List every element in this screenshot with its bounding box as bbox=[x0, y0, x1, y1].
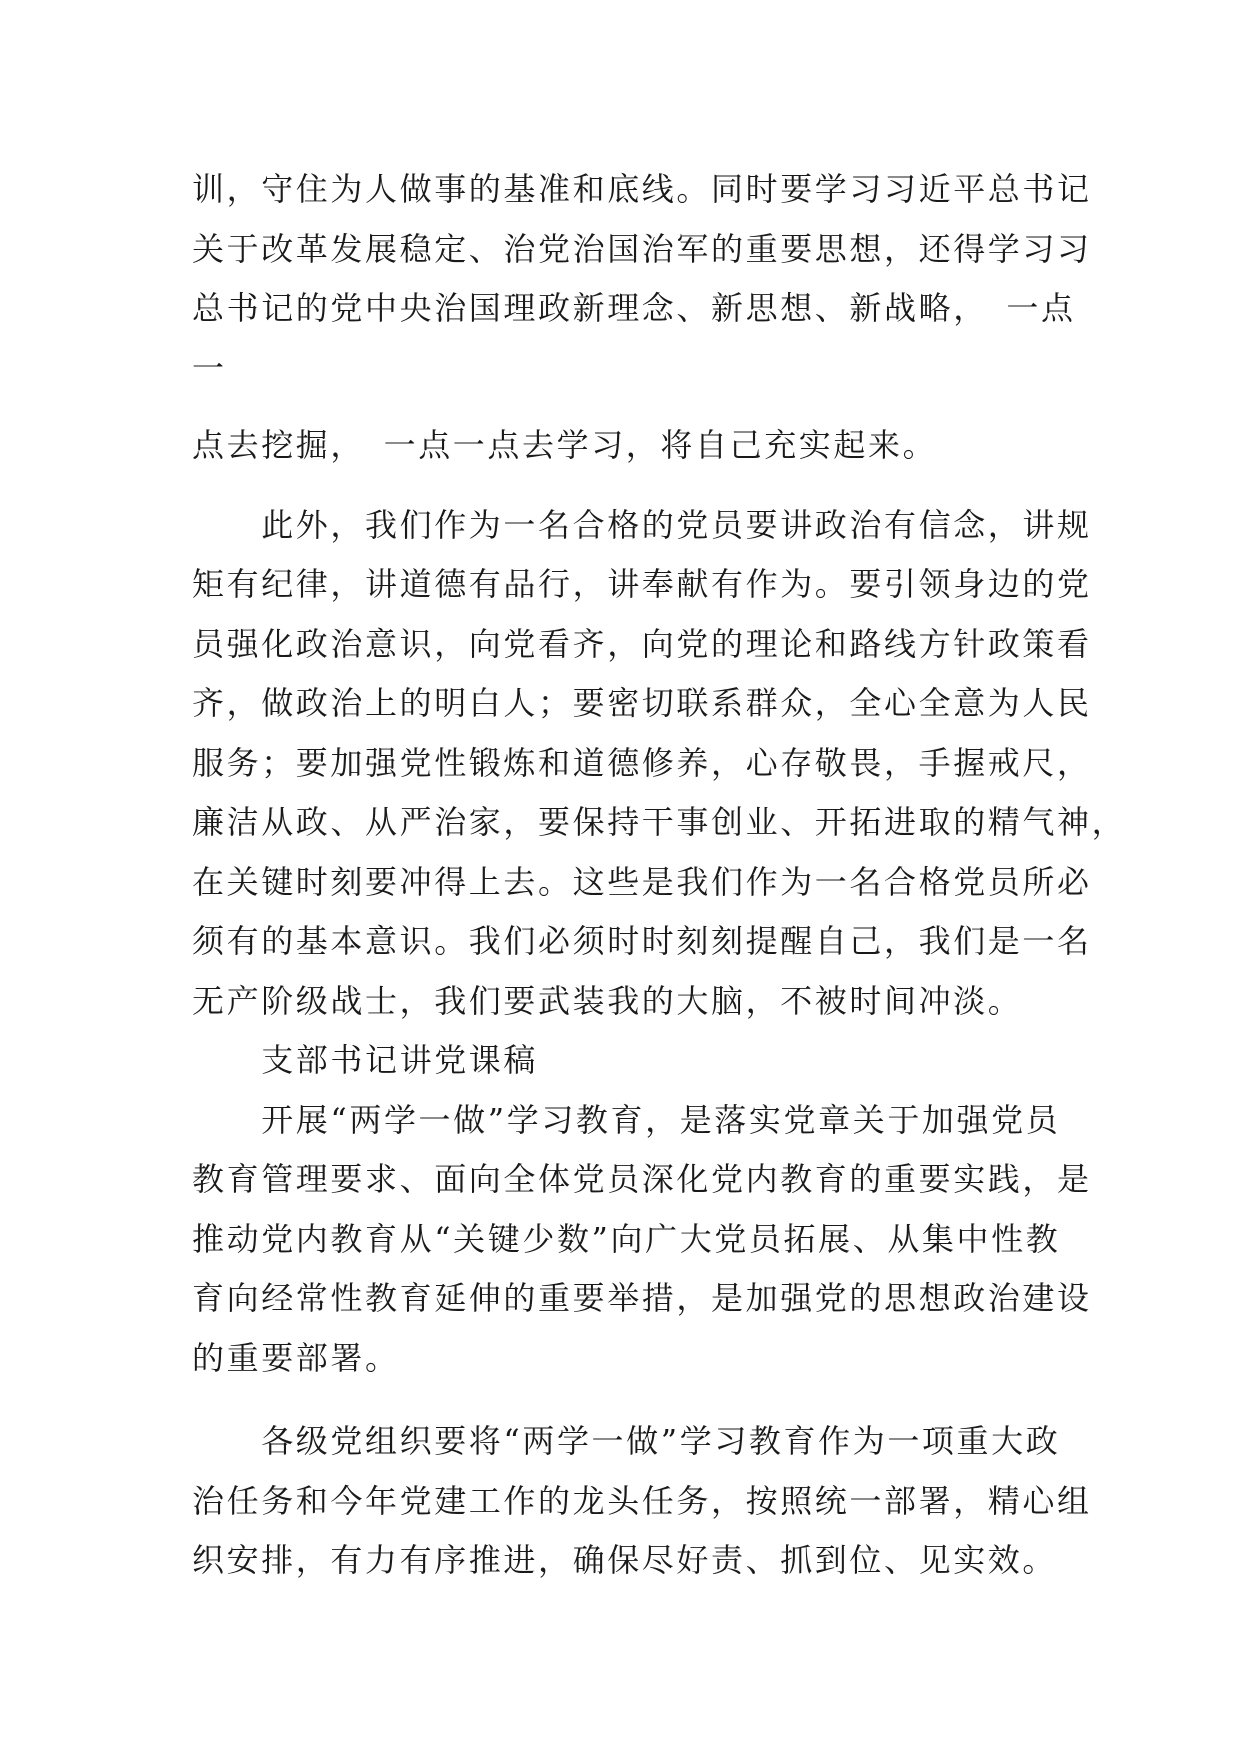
text-line: 治任务和今年党建工作的龙头任务，按照统一部署，精心组 bbox=[192, 1481, 1092, 1520]
text-line: 织安排，有力有序推进，确保尽好责、抓到位、见实效。 bbox=[192, 1541, 1058, 1579]
text-line: 教育管理要求、面向全体党员深化党内教育的重要实践，是 bbox=[192, 1160, 1092, 1198]
text-line: 服务；要加强党性锻炼和道德修养，心存敬畏，手握戒尺， bbox=[192, 743, 1092, 782]
text-line: 廉洁从政、从严治家，要保持干事创业、开拓进取的精气神， bbox=[192, 803, 1127, 841]
text-line: 此外，我们作为一名合格的党员要讲政治有信念，讲规 bbox=[192, 505, 1092, 544]
text-line: 育向经常性教育延伸的重要举措，是加强党的思想政治建设 bbox=[192, 1279, 1092, 1317]
text-line: 一 bbox=[192, 348, 227, 387]
text-line: 的重要部署。 bbox=[192, 1338, 400, 1377]
spacer bbox=[192, 398, 1048, 416]
text-line: 各级党组织要将“两学一做”学习教育作为一项重大政 bbox=[192, 1422, 1061, 1460]
text-line: 须有的基本意识。我们必须时时刻刻提醒自己，我们是一名 bbox=[192, 922, 1092, 960]
text-line: 点去挖掘， 一点一点去学习，将自己充实起来。 bbox=[192, 426, 938, 464]
spacer bbox=[192, 476, 1048, 496]
text-line: 训，守住为人做事的基准和底线。同时要学习习近平总书记 bbox=[192, 170, 1092, 208]
text-line: 无产阶级战士，我们要武装我的大脑，不被时间冲淡。 bbox=[192, 981, 1023, 1020]
section-heading: 支部书记讲党课稿 bbox=[192, 1041, 539, 1079]
spacer bbox=[192, 1388, 1048, 1412]
text-line: 关于改革发展稳定、治党治国治军的重要思想，还得学习习 bbox=[192, 229, 1092, 268]
document-body bbox=[192, 160, 1127, 1591]
text-line: 矩有纪律，讲道德有品行，讲奉献有作为。要引领身边的党 bbox=[192, 565, 1092, 603]
text-line: 在关键时刻要冲得上去。这些是我们作为一名合格党员所必 bbox=[192, 862, 1092, 901]
text-line: 齐，做政治上的明白人；要密切联系群众，全心全意为人民 bbox=[192, 684, 1092, 722]
text-line: 推动党内教育从“关键少数”向广大党员拓展、从集中性教 bbox=[192, 1219, 1061, 1258]
text-line: 总书记的党中央治国理政新理念、新思想、新战略， 一点 bbox=[192, 289, 1076, 327]
text-line: 员强化政治意识，向党看齐，向党的理论和路线方针政策看 bbox=[192, 624, 1092, 663]
text-line: 开展“两学一做”学习教育，是落实党章关于加强党员 bbox=[192, 1100, 1061, 1139]
